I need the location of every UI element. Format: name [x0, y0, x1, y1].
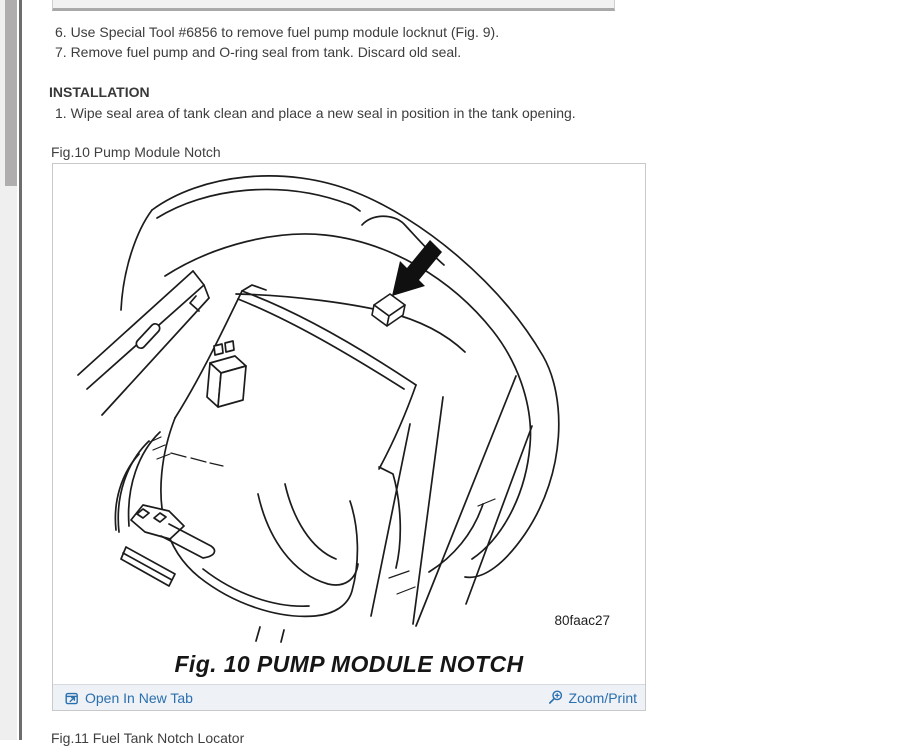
figure-11-label: Fig.11 Fuel Tank Notch Locator: [51, 730, 245, 746]
figure-10-container: [52, 163, 646, 711]
instruction-step-7: 7. Remove fuel pump and O-ring seal from tank. Discard old seal.: [55, 44, 462, 60]
figure-10-label: Fig.10 Pump Module Notch: [51, 144, 221, 160]
figure-caption: Fig. 10 PUMP MODULE NOTCH: [174, 651, 524, 677]
figure-10-image: [53, 164, 645, 684]
zoom-print-link[interactable]: [548, 690, 637, 706]
open-in-new-tab-link[interactable]: [65, 690, 193, 706]
instruction-step-6: 6. Use Special Tool #6856 to remove fuel pump module locknut (Fig. 9).: [55, 24, 500, 40]
zoom-print-label: Zoom/Print: [568, 689, 637, 706]
zoom-print-icon: [548, 690, 563, 705]
figure-watermark: 80faac27: [554, 613, 610, 628]
notch-pointer-arrow: [392, 240, 442, 296]
pump-module-drawing: [53, 164, 645, 684]
open-in-new-tab-label: Open In New Tab: [85, 689, 193, 706]
instruction-step-1: 1. Wipe seal area of tank clean and place a new seal in position in the tank opening.: [55, 105, 576, 121]
installation-heading: INSTALLATION: [49, 84, 150, 100]
vertical-scrollbar[interactable]: [0, 0, 17, 740]
figure-toolbar: [53, 684, 645, 710]
vertical-scrollbar-thumb[interactable]: [5, 0, 17, 186]
previous-figure-bottom-edge: [52, 0, 615, 11]
pane-divider: [19, 0, 22, 740]
open-in-new-tab-icon: [65, 691, 79, 705]
